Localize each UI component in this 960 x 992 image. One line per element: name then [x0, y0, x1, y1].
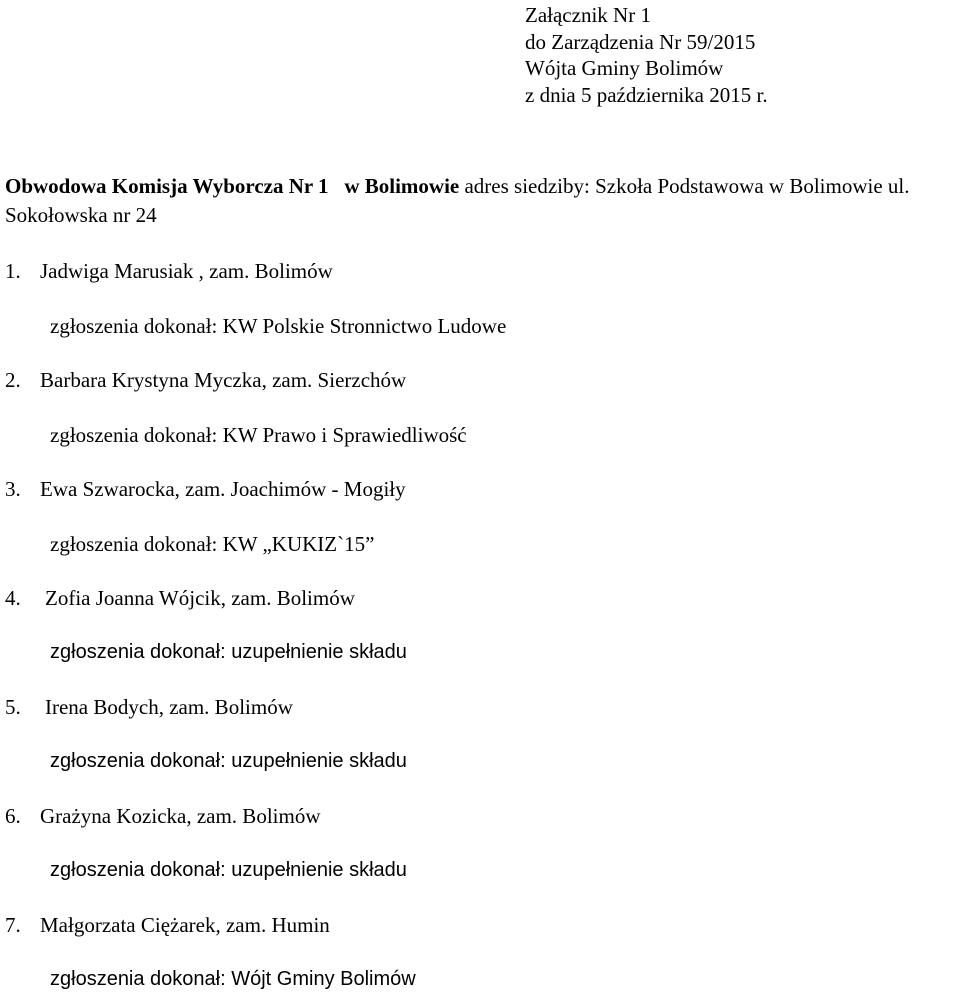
commission-location: w Bolimowie: [344, 174, 460, 198]
member-name: Ewa Szwarocka, zam. Joachimów - Mogiły: [40, 477, 406, 501]
member-person: [5, 259, 333, 284]
member-number: 1.: [5, 259, 21, 283]
member-submitter: zgłoszenia dokonał: Wójt Gminy Bolimów: [50, 968, 416, 990]
member-name: Małgorzata Ciężarek, zam. Humin: [40, 913, 330, 937]
member-person: [5, 368, 406, 393]
member-name: Zofia Joanna Wójcik, zam. Bolimów: [45, 586, 355, 610]
member-number: 7.: [5, 913, 21, 937]
member-number: 5.: [5, 695, 21, 719]
commission-heading: [5, 172, 955, 230]
member-submitter: zgłoszenia dokonał: KW „KUKIZ`15”: [50, 532, 375, 556]
member-name: Irena Bodych, zam. Bolimów: [45, 695, 293, 719]
commission-address: adres siedziby: Szkoła Podstawowa w Bolimowie ul. Sokołowska nr 24: [5, 174, 910, 227]
member-submitter: zgłoszenia dokonał: uzupełnienie składu: [50, 750, 407, 772]
member-submitter: zgłoszenia dokonał: uzupełnienie składu: [50, 641, 407, 663]
annex-line-1: Załącznik Nr 1: [525, 3, 651, 27]
member-submitter: zgłoszenia dokonał: KW Prawo i Sprawiedliwość: [50, 423, 467, 447]
member-name: Barbara Krystyna Myczka, zam. Sierzchów: [40, 368, 407, 392]
annex-header: [525, 2, 768, 108]
member-person: [5, 586, 355, 611]
member-name: Grażyna Kozicka, zam. Bolimów: [40, 804, 321, 828]
member-submitter: zgłoszenia dokonał: uzupełnienie składu: [50, 859, 407, 881]
annex-line-3: Wójta Gminy Bolimów: [525, 56, 724, 80]
member-number: 2.: [5, 368, 21, 392]
member-name: Jadwiga Marusiak , zam. Bolimów: [40, 259, 333, 283]
member-number: 6.: [5, 804, 21, 828]
member-person: [5, 477, 406, 502]
member-person: [5, 695, 293, 720]
member-number: 3.: [5, 477, 21, 501]
member-person: [5, 804, 321, 829]
annex-line-4: z dnia 5 października 2015 r.: [525, 82, 768, 107]
member-submitter: zgłoszenia dokonał: KW Polskie Stronnictwo Ludowe: [50, 314, 507, 338]
member-number: 4.: [5, 586, 21, 610]
annex-line-2: do Zarządzenia Nr 59/2015: [525, 29, 756, 54]
commission-name: Obwodowa Komisja Wyborcza Nr 1: [5, 174, 329, 198]
member-person: [5, 913, 330, 938]
